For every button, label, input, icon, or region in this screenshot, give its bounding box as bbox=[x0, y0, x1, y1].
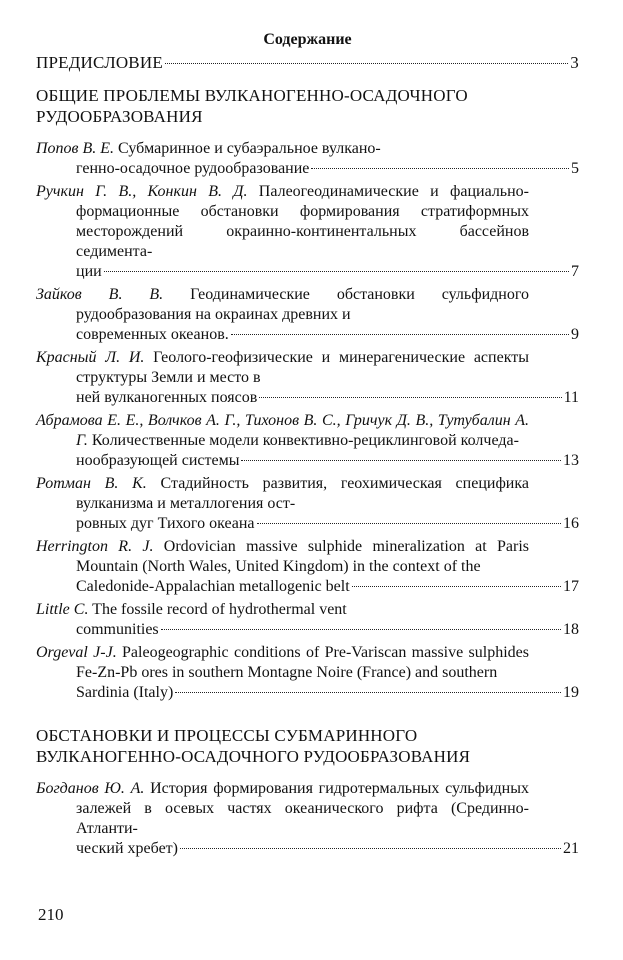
entry-title-end: генно-осадочное рудообразование bbox=[76, 160, 310, 177]
entry-title-end: современных океанов. bbox=[76, 326, 229, 343]
entry-last-line bbox=[36, 683, 579, 703]
entry-text bbox=[36, 779, 579, 839]
toc-entries bbox=[36, 779, 579, 859]
entry-authors: Ручкин Г. В., Конкин В. Д. bbox=[36, 183, 248, 200]
sections-container bbox=[36, 85, 579, 859]
entry-last-line bbox=[36, 577, 579, 597]
entry-page: 18 bbox=[563, 621, 579, 638]
entry-page: 19 bbox=[563, 684, 579, 701]
toc-section bbox=[36, 85, 579, 703]
entry-authors: Богданов Ю. А. bbox=[36, 780, 145, 797]
toc-entry[interactable] bbox=[36, 474, 579, 534]
entry-title: Paleogeographic conditions of Pre-Variscan massive sulphides Fe-Zn-Pb ores in southern Montagne Noire (France) and southern bbox=[76, 644, 529, 681]
entry-page: 13 bbox=[563, 452, 579, 469]
leader-dots bbox=[257, 523, 562, 524]
toc-entry[interactable] bbox=[36, 285, 579, 345]
page-title: Содержание bbox=[263, 31, 352, 48]
section-title-line: РУДООБРАЗОВАНИЯ bbox=[36, 107, 203, 126]
leader-dots bbox=[231, 334, 569, 335]
entry-authors: Абрамова Е. Е., Волчков А. Г., Тихонов В. С., Гричук Д. В., Тутубалин А. Г. bbox=[36, 412, 529, 449]
entry-last-line bbox=[36, 262, 579, 282]
entry-title: Стадийность развития, геохимическая специфика вулканизма и металлогения ост- bbox=[76, 475, 530, 512]
toc-entry[interactable] bbox=[36, 600, 579, 640]
toc-entry[interactable] bbox=[36, 779, 579, 859]
entry-title: Палеогеодинамические и фациально-формационные обстановки формирования стратиформных месторождений окраинно-континентальных бассейнов седимента- bbox=[76, 183, 529, 260]
entry-page: 7 bbox=[571, 263, 579, 280]
leader-dots bbox=[352, 586, 561, 587]
entry-title: Геолого-геофизические и минерагенические аспекты структуры Земли и место в bbox=[76, 349, 529, 386]
entry-text bbox=[36, 411, 579, 451]
entry-text bbox=[36, 139, 579, 159]
entry-last-line bbox=[36, 159, 579, 179]
entry-last-line bbox=[36, 514, 579, 534]
leader-dots bbox=[165, 63, 568, 64]
preface-line[interactable] bbox=[36, 52, 579, 73]
entry-authors: Herrington R. J. bbox=[36, 538, 154, 555]
entry-title-end: Sardinia (Italy) bbox=[76, 684, 174, 701]
leader-dots bbox=[175, 692, 561, 693]
toc-entry[interactable] bbox=[36, 348, 579, 408]
entry-title: История формирования гидротермальных сульфидных залежей в осевых частях океанического рифта (Срединно-Атланти- bbox=[76, 780, 529, 837]
entry-authors: Little C. bbox=[36, 601, 89, 618]
entry-title-end: нообразующей системы bbox=[76, 452, 240, 469]
entry-page: 11 bbox=[563, 389, 579, 406]
entry-page: 17 bbox=[563, 578, 579, 595]
toc-entry[interactable] bbox=[36, 182, 579, 282]
entry-title: Ordovician massive sulphide mineralization at Paris Mountain (North Wales, United Kingdom) in the context of the bbox=[76, 538, 529, 575]
footer-page-number: 210 bbox=[38, 905, 64, 924]
entry-last-line bbox=[36, 451, 579, 471]
entry-authors: Красный Л. И. bbox=[36, 349, 145, 366]
entry-text bbox=[36, 600, 579, 620]
entry-title-end: ней вулканогенных поясов bbox=[76, 389, 258, 406]
entry-title: Количественные модели конвективно-рециклинговой колчеда- bbox=[87, 432, 519, 449]
entry-authors: Зайков В. В. bbox=[36, 286, 164, 303]
entry-page: 16 bbox=[563, 515, 579, 532]
entry-title: The fossile record of hydrothermal vent bbox=[88, 601, 347, 618]
toc-page bbox=[36, 30, 579, 862]
section-title-line: ОБЩИЕ ПРОБЛЕМЫ ВУЛКАНОГЕННО-ОСАДОЧНОГО bbox=[36, 86, 468, 105]
toc-entry[interactable] bbox=[36, 411, 579, 471]
entry-text bbox=[36, 348, 579, 388]
entry-text bbox=[36, 182, 579, 262]
toc-entry[interactable] bbox=[36, 643, 579, 703]
entry-title-end: ции bbox=[76, 263, 102, 280]
entry-last-line bbox=[36, 388, 579, 408]
entry-title: Геодинамические обстановки сульфидного рудообразования на окраинах древних и bbox=[76, 286, 530, 323]
entry-last-line bbox=[36, 839, 579, 859]
leader-dots bbox=[259, 397, 561, 398]
entry-last-line bbox=[36, 620, 579, 640]
toc-entries bbox=[36, 139, 579, 703]
section-title-line: ОБСТАНОВКИ И ПРОЦЕССЫ СУБМАРИННОГО bbox=[36, 726, 418, 745]
preface-page: 3 bbox=[570, 53, 579, 72]
leader-dots bbox=[104, 271, 569, 272]
entry-last-line bbox=[36, 325, 579, 345]
entry-title-end: ровных дуг Тихого океана bbox=[76, 515, 255, 532]
preface-label: ПРЕДИСЛОВИЕ bbox=[36, 53, 163, 72]
entry-authors: Orgeval J-J. bbox=[36, 644, 117, 661]
leader-dots bbox=[161, 629, 561, 630]
entry-authors: Попов В. Е. bbox=[36, 140, 115, 157]
leader-dots bbox=[180, 848, 561, 849]
toc-entry[interactable] bbox=[36, 537, 579, 597]
entry-page: 21 bbox=[563, 840, 579, 857]
entry-title-end: communities bbox=[76, 621, 159, 638]
entry-text bbox=[36, 537, 579, 577]
toc-entry[interactable] bbox=[36, 139, 579, 179]
entry-text bbox=[36, 474, 579, 514]
leader-dots bbox=[311, 168, 569, 169]
entry-title-end: Caledonide-Appalachian metallogenic belt bbox=[76, 578, 350, 595]
entry-text bbox=[36, 643, 579, 683]
entry-text bbox=[36, 285, 579, 325]
leader-dots bbox=[241, 460, 561, 461]
entry-page: 5 bbox=[571, 160, 579, 177]
toc-section bbox=[36, 725, 579, 859]
entry-page: 9 bbox=[571, 326, 579, 343]
entry-title-end: ческий хребет) bbox=[76, 840, 178, 857]
entry-title: Субмаринное и субаэральное вулкано- bbox=[114, 140, 381, 157]
entry-authors: Ротман В. К. bbox=[36, 475, 147, 492]
section-title-line: ВУЛКАНОГЕННО-ОСАДОЧНОГО РУДООБРАЗОВАНИЯ bbox=[36, 747, 471, 766]
